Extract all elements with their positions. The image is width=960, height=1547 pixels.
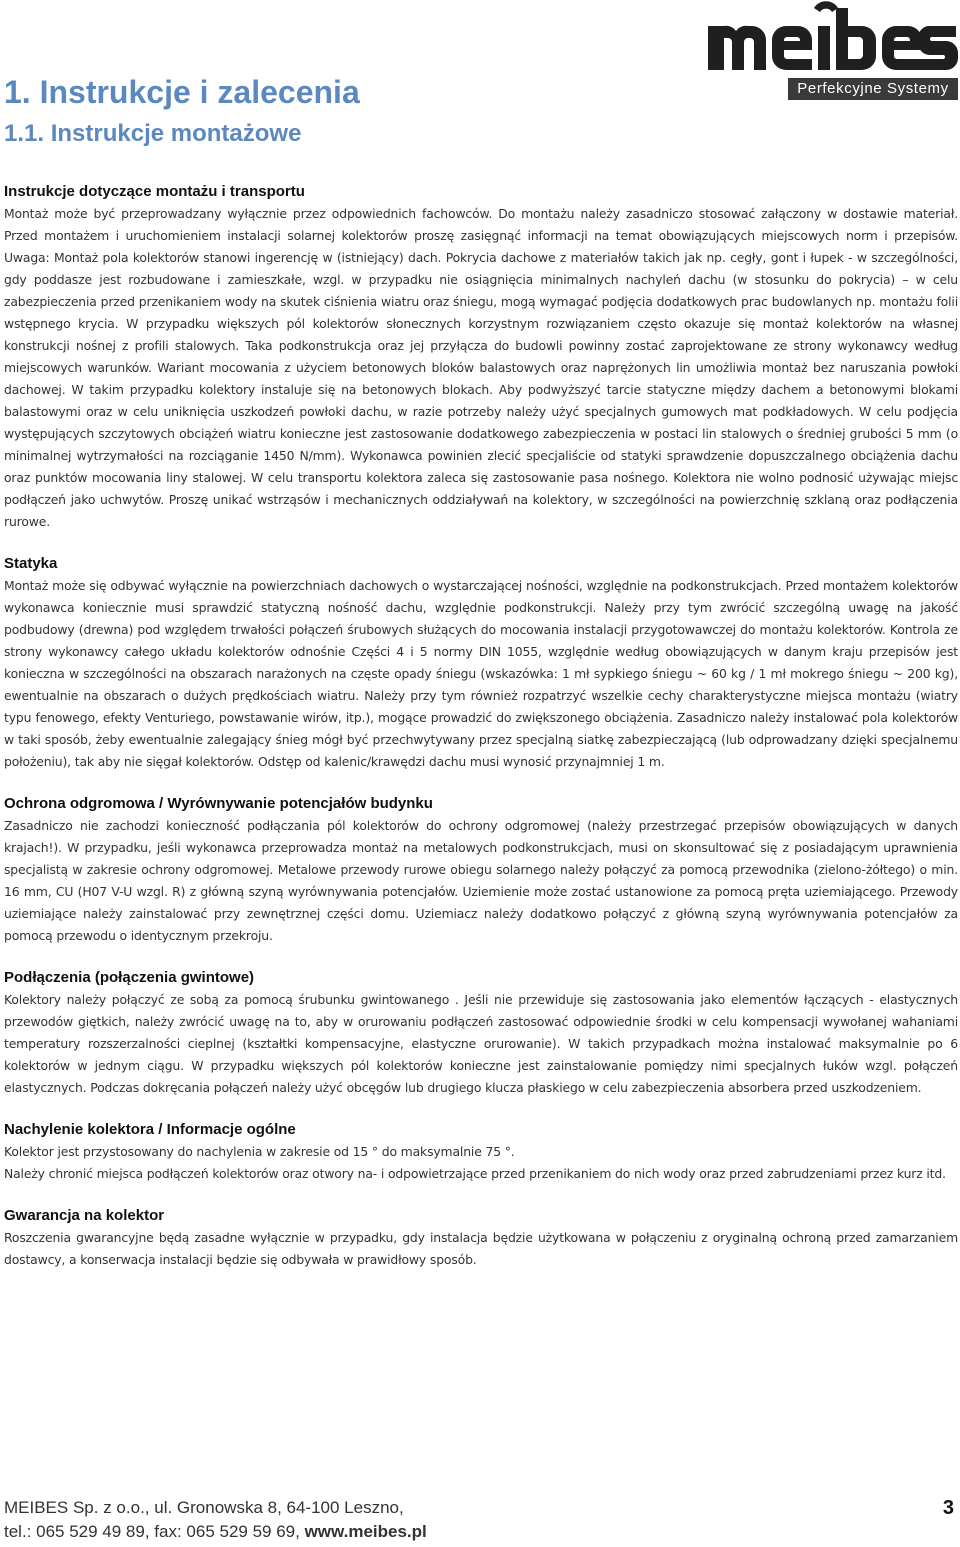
section-body: Roszczenia gwarancyjne będą zasadne wyłącznie w przypadku, gdy instalacja będzie użytkowana w połączeniu z oryginalną ochroną przed zamarzaniem dostawcy, a konserwacja instalacji będzie się odbywała w prawidłowy sposób. (4, 1230, 958, 1267)
brand-tagline: Perfekcyjne Systemy (788, 78, 958, 100)
section-body: Kolektory należy połączyć ze sobą za pomocą śrubunku gwintowanego . Jeśli nie przewiduje się zastosowania jako elementów łączących - elastycznych przewodów giętkich, należy zwrócić uwagę na to, aby w orurowaniu podłączeń zastosować odpowiednie środki w celu kompensacji wywołanej wahaniami temperatury rozszerzalności cieplnej (kształtki kompensacyjne, elastyczne orurowanie). W takich przypadkach można instalować maksymalnie po 6 kolektorów w jednym ciągu. W przypadku większych pól kolektorów konieczne jest zainstalowanie pomiędzy nimi specjalnych łuków wzgl. połączeń elastycznych. Podczas dokręcania połączeń należy użyć obcęgów lub drugiego klucza płaskiego w celu zabezpieczenia absorbera przed uszkodzeniem. (4, 992, 958, 1095)
page-subtitle: 1.1. Instrukcje montażowe (4, 120, 302, 147)
footer-company: MEIBES (4, 1498, 69, 1517)
section-title: Gwarancja na kolektor (4, 1207, 165, 1224)
footer-address-line (4, 1496, 404, 1520)
section-title: Instrukcje dotyczące montażu i transportu (4, 183, 305, 200)
section-collector-tilt (4, 1119, 958, 1185)
section-body: Montaż może się odbywać wyłącznie na powierzchniach dachowych o wystarczającej nośności, względnie na podkonstrukcjach. Przed montażem kolektorów wykonawca koniecznie musi sprawdzić statyczną nośność dachu, względnie podkonstrukcji. Należy przy tym zwrócić szczególną uwagę na jakość podbudowy (drewna) pod względem trwałości połączeń śrubowych służących do mocowania instalacji przygotowawczej do montażu kolektorów. Kontrola ze strony wykonawcy całego układu kolektorów odnośnie Części 4 i 5 normy DIN 1055, względnie według obowiązujących w danym kraju przepisów jest konieczna w szczególności na obszarach narażonych na częste opady śniegu (wskazówka: 1 mł sypkiego śniegu ~ 60 kg / 1 mł mokrego śniegu ~ 200 kg), ewentualnie na obszarach o dużych prędkościach wiatru. Należy przy tym również rozpatrzyć wszelkie cechy charakterystyczne miejsca montażu (wiatry typu fenowego, efekty Venturiego, powstawanie wirów, itp.), mogące prowadzić do zwiększonego obciążenia. Zasadniczo należy instalować pola kolektorów w taki sposób, żeby ewentualnie zalegający śnieg mógł być przechwytywany przez specjalną siatkę zabezpieczającą (lub odprowadzany dzięki specjalnemu położeniu), tak aby nie sięgał kolektorów. Odstęp od kalenic/krawędzi dachu musi wynosić przynajmniej 1 m. (4, 578, 958, 769)
section-connections (4, 967, 958, 1099)
section-title: Nachylenie kolektora / Informacje ogólne (4, 1121, 296, 1138)
section-lightning-protection (4, 793, 958, 947)
meibes-wordmark-icon (706, 0, 958, 76)
section-body: Zasadniczo nie zachodzi konieczność podłączania pól kolektorów do ochrony odgromowej (należy przestrzegać przepisów obowiązujących w danych krajach!). W przypadku, jeśli wykonawca przeprowadza montaż na metalowych podkonstrukcjach, musi on skonsultować się z posiadającym uprawnienia specjalistą w zakresie ochrony odgromowej. Metalowe przewody rurowe obiegu solarnego należy połączyć za pomocą przewodnika (zielono-żółtego) o min. 16 mm, CU (H07 V-U wzgl. R) z główną szyną wyrównywania potencjałów. Uziemienie może zostać ustanowione za pomocą pręta uziemiającego. Przewody uziemiające należy zainstalować przy zewnętrznej części domu. Uziemiacz należy dodatkowo połączyć z główną szyną wyrównywania potencjałów za pomocą przewodu o identycznym przekroju. (4, 818, 958, 943)
page-number: 3 (942, 1497, 954, 1519)
section-title: Statyka (4, 555, 58, 572)
section-title: Ochrona odgromowa / Wyrównywanie potencjałów budynku (4, 795, 433, 812)
page-footer (4, 1496, 958, 1544)
page-title: 1. Instrukcje i zalecenia (4, 74, 360, 110)
meibes-logo (708, 0, 960, 100)
section-statics (4, 553, 958, 773)
section-installation-transport (4, 181, 958, 533)
section-title: Podłączenia (połączenia gwintowe) (4, 969, 255, 986)
section-body: Kolektor jest przystosowany do nachylenia w zakresie od 15 ° do maksymalnie 75 °. Należy chronić miejsca podłączeń kolektorów oraz otwory na- i odpowietrzające przed przenikaniem do nich wody oraz przed zabrudzeniami przez kurz itd. (4, 1144, 946, 1181)
section-warranty (4, 1205, 958, 1271)
main-content (4, 181, 958, 1271)
footer-contact-line (4, 1520, 427, 1544)
footer-address: Sp. z o.o., ul. Gronowska 8, 64-100 Leszno, (68, 1498, 404, 1517)
footer-website-link[interactable]: www.meibes.pl (304, 1522, 427, 1541)
section-body: Montaż może być przeprowadzany wyłącznie przez odpowiednich fachowców. Do montażu należy zasadniczo stosować załączony w dostawie materiał. Przed montażem i uruchomieniem instalacji solarnej kolektorów proszę zasięgnąć informacji na temat obowiązujących miejscowych norm i przepisów. Uwaga: Montaż pola kolektorów stanowi ingerencję w (istniejący) dach. Pokrycia dachowe z materiałów takich jak np. cegły, gont i łupek - w szczególności, gdy poddasze jest rozbudowane i zamieszkałe, wzgl. w przypadku nie osiągnięcia minimalnych nachyleń dachu (w stosunku do pokrycia) – w celu zabezpieczenia przed przenikaniem wody na skutek ciśnienia wiatru oraz śniegu, mogą wymagać podjęcia dodatkowych prac budowlanych np. montażu folii wstępnego krycia. W przypadku większych pól kolektorów słonecznych korzystnym rozwiązaniem często okazuje się montaż kolektorów na własnej konstrukcji nośnej z profili stalowych. Taka podkonstrukcja oraz jej przyłącza do budowli powinny zostać zaprojektowane ze strony wykonawcy według miejscowych warunków. Wariant mocowania z użyciem betonowych bloków balastowych oraz naprężonych lin umożliwia montaż bez naruszania powłoki dachowej. W takim przypadku kolektory instaluje się na betonowych blokach. Aby podwyższyć tarcie statyczne między dachem a betonowymi blokami balastowymi oraz w celu uniknięcia uszkodzeń powłoki dachu, w razie potrzeby należy użyć specjalnych gumowych mat podkładowych. W celu podjęcia występujących szczytowych obciążeń wiatru konieczne jest zastosowanie dodatkowego zabezpieczenia w postaci lin stalowych o średniej grubości 5 mm (o minimalnej wytrzymałości na rozciąganie 1450 N/mm). Wykonawca powinien zlecić specjaliście od statyki sprawdzenie dopuszczalnego obciążenia dachu oraz punktów mocowania liny stalowej. W celu transportu kolektora zaleca się zastosowanie pasa nośnego. Kolektora nie wolno podnosić używając miejsc podłączeń jako uchwytów. Proszę unikać wstrząsów i mechanicznych oddziaływań na kolektory, w szczególności na powierzchnię szklaną oraz podłączenia rurowe. (4, 206, 958, 529)
footer-contact: tel.: 065 529 49 89, fax: 065 529 59 69, (4, 1522, 305, 1541)
